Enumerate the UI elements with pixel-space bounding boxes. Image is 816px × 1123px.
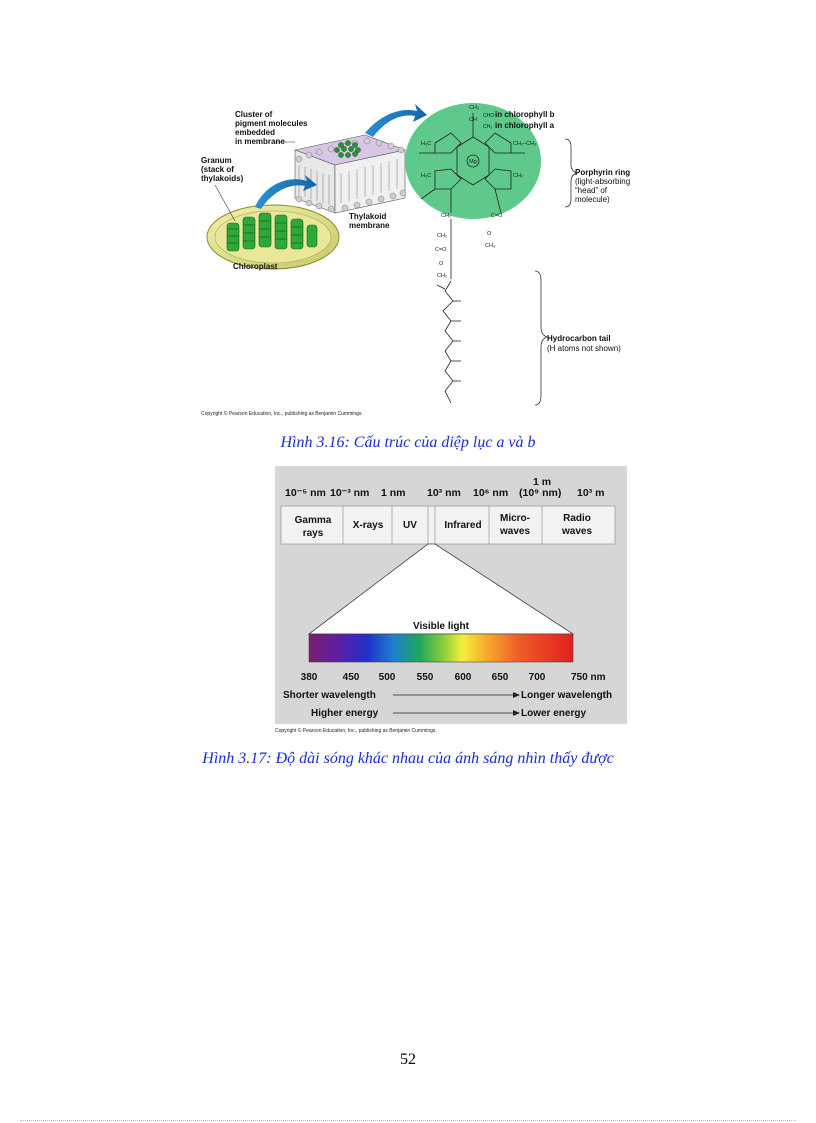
svg-text:O: O [439,261,444,267]
band-gamma: Gamma [294,515,332,526]
svg-text:CH₃: CH₃ [513,173,524,179]
svg-text:Cluster of: Cluster of [235,110,273,119]
svg-text:380: 380 [300,672,318,683]
svg-text:CH₂–CH₃: CH₂–CH₃ [513,141,537,147]
thylakoid-label [349,212,390,230]
scale-label: 10³ nm [427,487,461,499]
lower-energy-label: Lower energy [521,708,587,719]
shorter-wavelength-label: Shorter wavelength [283,690,376,701]
svg-text:600: 600 [454,672,472,683]
svg-text:thylakoids): thylakoids) [201,174,244,183]
svg-text:H₃C: H₃C [421,173,432,179]
svg-text:550: 550 [416,672,434,683]
spectrum-bands [281,506,615,544]
granum-label [201,156,244,183]
visible-light-title: Visible light [413,621,469,632]
svg-text:C=O: C=O [435,247,447,253]
svg-text:CH₃: CH₃ [485,243,496,249]
svg-text:CH₂: CH₂ [441,213,452,219]
svg-text:CH₃: CH₃ [483,124,493,130]
scale-label: 10⁻⁵ nm [285,487,326,499]
svg-text:CH: CH [469,117,477,123]
svg-text:pigment molecules: pigment molecules [235,119,308,128]
figure-317-copyright: Copyright © Pearson Education, Inc., publishing as Benjamin Cummings. [275,728,437,734]
svg-text:in membrane: in membrane [235,137,285,146]
svg-text:C=O: C=O [491,213,503,219]
band-microwaves-line2: waves [499,526,531,537]
svg-text:Thylakoid: Thylakoid [349,212,387,221]
higher-energy-label: Higher energy [311,708,379,719]
svg-text:650: 650 [491,672,509,683]
cluster-label [235,110,308,146]
electromagnetic-spectrum-figure [275,466,627,734]
svg-text:H₃C: H₃C [421,141,432,147]
band-xrays: X-rays [352,520,384,531]
svg-text:450: 450 [342,672,360,683]
svg-text:500: 500 [378,672,396,683]
band-radio-line2: waves [561,526,593,537]
svg-text:embedded: embedded [235,128,276,137]
svg-text:O: O [487,231,492,237]
svg-text:(light-absorbing: (light-absorbing [575,177,631,186]
svg-text:membrane: membrane [349,221,390,230]
svg-text:CHO: CHO [483,113,495,119]
figure-316-caption: Hình 3.16: Cấu trúc của diệp lục a và b [280,434,536,451]
chloroplast-illustration [207,205,339,269]
chloroplast-label: Chloroplast [233,262,278,271]
scale-label: (10⁹ nm) [519,487,562,499]
scale-label: 10⁻³ nm [330,487,370,499]
band-infrared: Infrared [444,520,482,531]
svg-text:Porphyrin ring: Porphyrin ring [575,168,631,177]
scale-label: 10³ m [577,487,605,499]
tail-brace [535,271,547,405]
scale-label: 10⁶ nm [473,487,509,499]
svg-text:CH₂: CH₂ [437,233,448,239]
band-microwaves: Micro- [500,513,530,524]
longer-wavelength-label: Longer wavelength [521,690,613,701]
svg-text:in chlorophyll b: in chlorophyll b [495,110,555,119]
band-uv: UV [403,520,417,531]
footer-divider [20,1120,796,1121]
porphyrin-ring-label [575,168,630,204]
svg-text:750 nm: 750 nm [571,672,606,683]
svg-text:(stack of: (stack of [201,165,234,174]
scale-label: 1 m [533,476,552,488]
thylakoid-membrane-block [295,135,406,213]
band-radio: Radio [563,513,591,524]
svg-text:molecule): molecule) [575,195,610,204]
svg-text:CH₂: CH₂ [437,273,448,279]
svg-text:CH₂: CH₂ [469,105,480,111]
mg-atom-label: Mg [469,159,477,165]
band-gamma-line2: rays [302,528,324,539]
svg-text:700: 700 [528,672,546,683]
svg-text:(H atoms not shown): (H atoms not shown) [547,344,621,353]
page-number: 52 [400,1051,416,1068]
scale-label: 1 nm [381,487,406,499]
svg-text:“head” of: “head” of [575,186,608,195]
svg-text:Granum: Granum [201,156,232,165]
hydrocarbon-tail-label [547,334,621,353]
visible-spectrum-bar [309,634,573,662]
chlorophyll-structure-figure [195,95,640,420]
svg-text:in chlorophyll a: in chlorophyll a [495,121,555,130]
figure-317-caption: Hình 3.17: Độ dài sóng khác nhau của ánh sáng nhìn thấy được [202,750,614,767]
svg-text:Hydrocarbon tail: Hydrocarbon tail [547,334,611,343]
figure-316-copyright: Copyright © Pearson Education, Inc., publishing as Benjamin Cummings. [201,411,363,417]
